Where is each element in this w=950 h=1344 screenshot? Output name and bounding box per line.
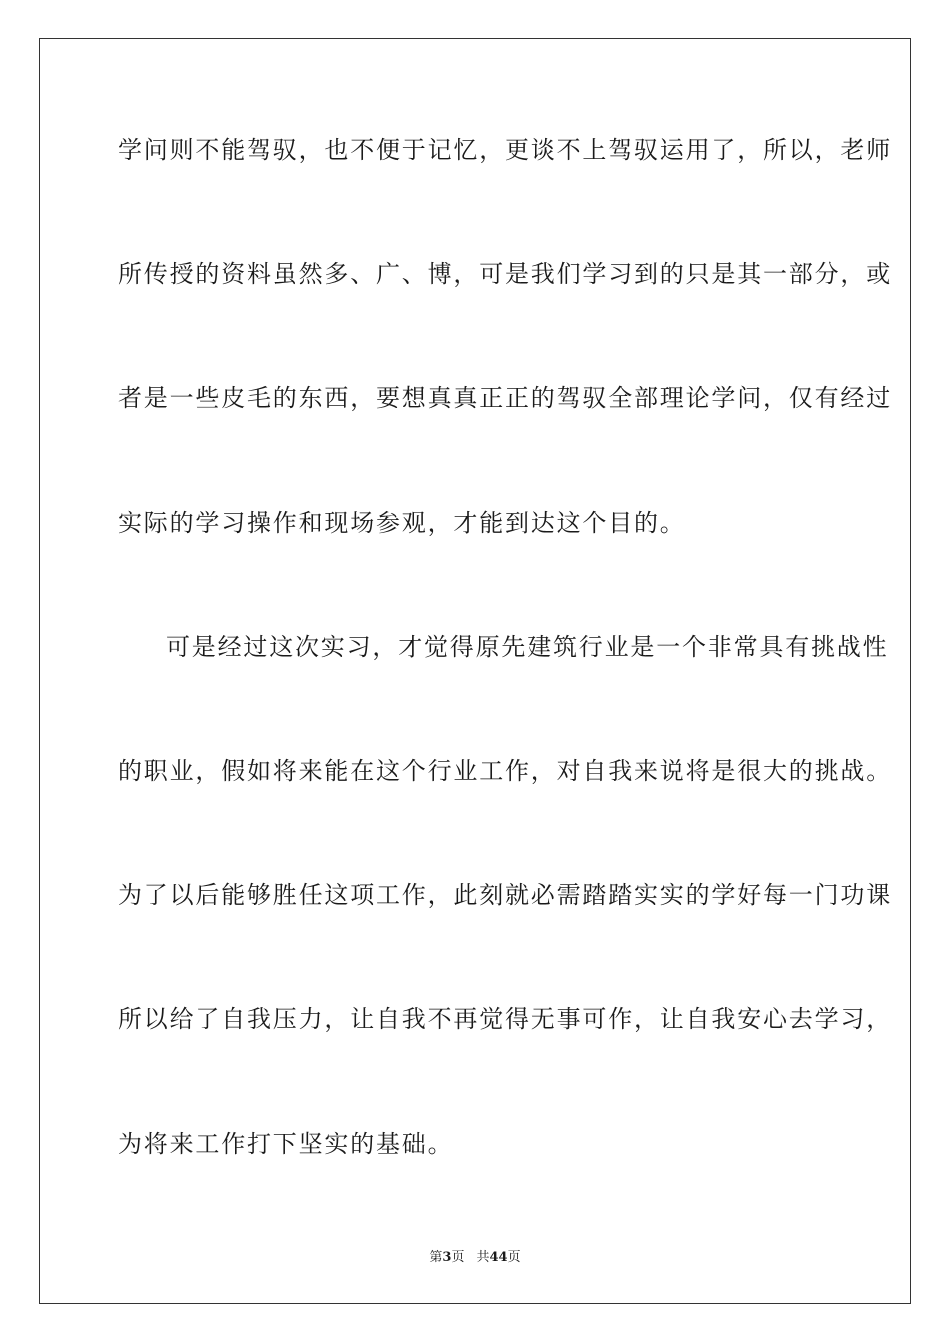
- text-line: 实际的学习操作和现场参观，才能到达这个目的。: [118, 509, 686, 537]
- total-prefix: 共: [476, 1250, 490, 1265]
- text-line: 可是经过这次实习，才觉得原先建筑行业是一个非常具有挑战性: [166, 633, 889, 661]
- text-line: 者是一些皮毛的东西，要想真真正正的驾驭全部理论学问，仅有经过: [118, 384, 892, 412]
- text-line: 所传授的资料虽然多、广、博，可是我们学习到的只是其一部分，或: [118, 260, 892, 288]
- total-suffix: 页: [507, 1250, 521, 1265]
- text-line: 学问则不能驾驭，也不便于记忆，更谈不上驾驭运用了，所以，老师: [118, 136, 892, 164]
- page-border: [39, 38, 911, 1304]
- text-line: 为了以后能够胜任这项工作，此刻就必需踏踏实实的学好每一门功课: [118, 881, 892, 909]
- total-pages: 44: [489, 1250, 508, 1265]
- page-footer: [0, 1246, 950, 1265]
- page-suffix: 页: [451, 1250, 465, 1265]
- text-line: 所以给了自我压力，让自我不再觉得无事可作，让自我安心去学习，: [118, 1005, 892, 1033]
- text-line: 为将来工作打下坚实的基础。: [118, 1130, 454, 1158]
- page-number: 3: [442, 1250, 452, 1265]
- text-line: 的职业，假如将来能在这个行业工作，对自我来说将是很大的挑战。: [118, 757, 892, 785]
- page-prefix: 第: [429, 1250, 443, 1265]
